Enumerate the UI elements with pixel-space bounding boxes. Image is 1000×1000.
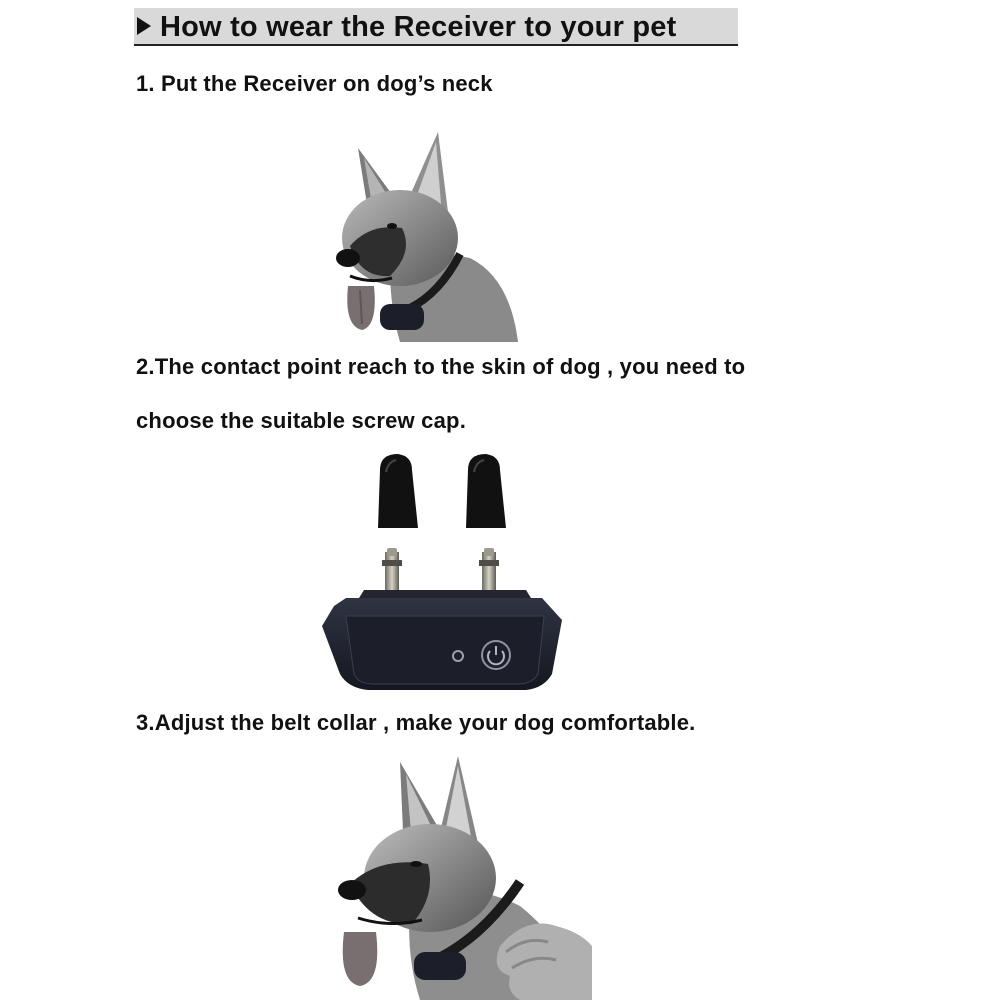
step-2-text-line-2: choose the suitable screw cap. bbox=[136, 408, 467, 433]
step-1-text: 1. Put the Receiver on dog’s neck bbox=[136, 71, 493, 96]
dog-with-collar-photo bbox=[330, 128, 520, 342]
step-2-text-line-1: 2.The contact point reach to the skin of dog , you need to bbox=[136, 354, 746, 379]
section-title: How to wear the Receiver to your pet bbox=[160, 11, 677, 43]
section-header bbox=[134, 8, 738, 46]
dog-collar-adjusting-photo bbox=[330, 756, 592, 1000]
triangle-right-icon bbox=[137, 17, 151, 35]
screw-cap-left bbox=[378, 454, 418, 528]
screw-cap-right bbox=[466, 454, 506, 528]
receiver-and-screw-caps-photo bbox=[316, 448, 574, 698]
step-3-text: 3.Adjust the belt collar , make your dog comfortable. bbox=[136, 710, 696, 735]
